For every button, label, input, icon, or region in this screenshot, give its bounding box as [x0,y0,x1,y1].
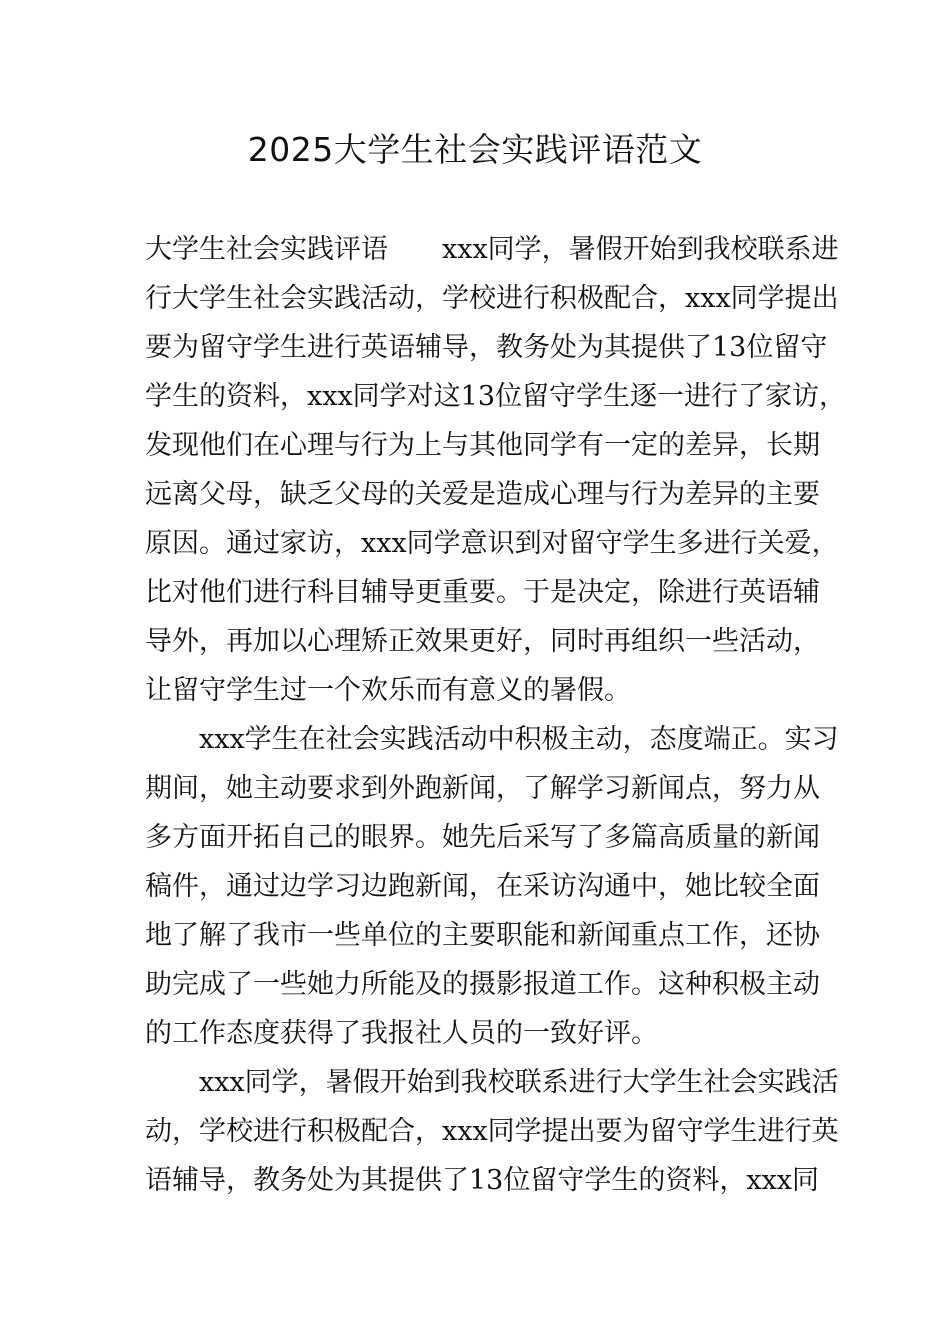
body-line: 大学生社会实践评语 xxx同学，暑假开始到我校联系进 [145,234,839,265]
body-line: 让留守学生过一个欢乐而有意义的暑假。 [145,675,631,706]
body-line: 语辅导，教务处为其提供了13位留守学生的资料，xxx同 [145,1165,820,1196]
document-title: 2025大学生社会实践评语范文 [247,130,703,169]
body-line: 导外，再加以心理矫正效果更好，同时再组织一些活动， [145,626,820,657]
body-line: 期间，她主动要求到外跑新闻，了解学习新闻点，努力从 [145,773,820,804]
document-body [145,225,847,1205]
body-line: 发现他们在心理与行为上与其他同学有一定的差异，长期 [145,430,820,461]
body-line: 稿件，通过边学习边跑新闻，在采访沟通中，她比较全面 [145,871,820,902]
body-line: 多方面开拓自己的眼界。她先后采写了多篇高质量的新闻 [145,822,820,853]
body-line: 地了解了我市一些单位的主要职能和新闻重点工作，还协 [145,920,820,951]
body-line: 原因。通过家访，xxx同学意识到对留守学生多进行关爱， [145,528,839,559]
body-line: 动，学校进行积极配合，xxx同学提出要为留守学生进行英 [145,1116,839,1147]
body-line: 行大学生社会实践活动，学校进行积极配合，xxx同学提出 [145,283,839,314]
body-line: 学生的资料，xxx同学对这13位留守学生逐一进行了家访， [145,381,847,412]
body-line: 助完成了一些她力所能及的摄影报道工作。这种积极主动 [145,969,820,1000]
body-line: 的工作态度获得了我报社人员的一致好评。 [145,1018,658,1049]
body-line: 要为留守学生进行英语辅导，教务处为其提供了13位留守 [145,332,828,363]
body-line: xxx同学，暑假开始到我校联系进行大学生社会实践活 [199,1067,839,1098]
body-line: 远离父母，缺乏父母的关爱是造成心理与行为差异的主要 [145,479,820,510]
body-line: 比对他们进行科目辅导更重要。于是决定，除进行英语辅 [145,577,820,608]
body-line: xxx学生在社会实践活动中积极主动，态度端正。实习 [199,724,839,755]
